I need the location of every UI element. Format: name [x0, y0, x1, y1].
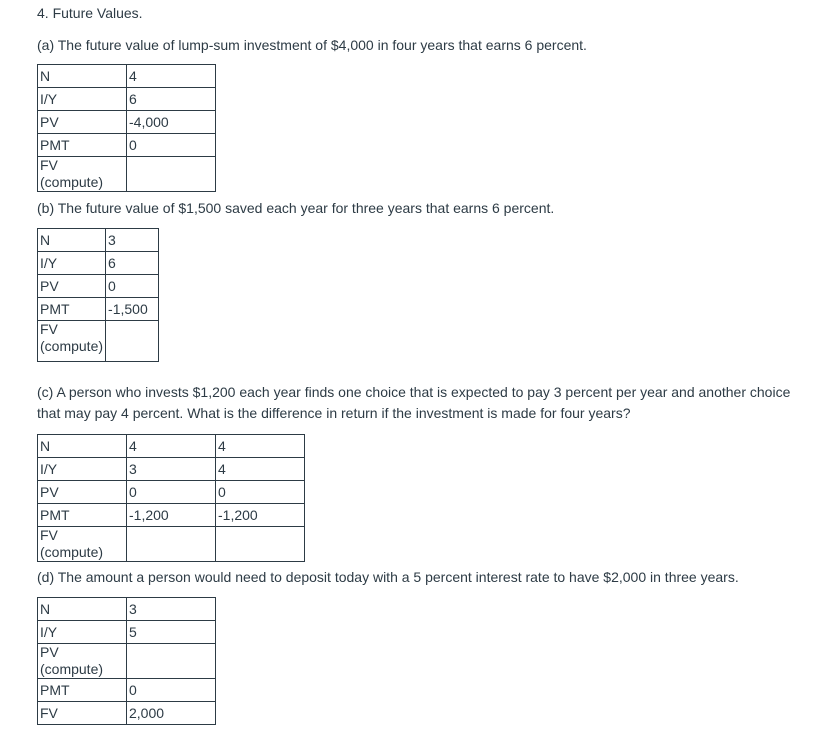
row-label: PV [38, 481, 127, 504]
row-label: FV [38, 702, 127, 725]
row-value-2[interactable]: 4 [216, 435, 305, 458]
row-label: I/Y [38, 621, 127, 644]
table-row [38, 65, 216, 88]
question-b: (b) The future value of $1,500 saved each year for three years that earns 6 percent. [37, 200, 555, 216]
row-value[interactable]: 0 [106, 275, 159, 298]
table-row [38, 134, 216, 157]
row-label: PMT [38, 298, 106, 321]
row-label: PV [38, 111, 127, 134]
row-value[interactable]: 4 [127, 65, 216, 88]
table-row [38, 275, 159, 298]
row-label: PMT [38, 134, 127, 157]
table-row [38, 679, 216, 702]
row-value[interactable]: 6 [127, 88, 216, 111]
question-d: (d) The amount a person would need to deposit today with a 5 percent interest rate to have $2,000 in three years. [37, 569, 739, 585]
row-value[interactable]: 3 [106, 229, 159, 252]
table-row [38, 598, 216, 621]
row-value[interactable]: 0 [127, 679, 216, 702]
row-label: FV (compute) [38, 321, 106, 362]
row-label: PV (compute) [38, 644, 127, 679]
table-row [38, 252, 159, 275]
row-value[interactable]: 2,000 [127, 702, 216, 725]
row-value-2[interactable]: 0 [216, 481, 305, 504]
answer-cell-2[interactable] [216, 527, 305, 562]
question-a: (a) The future value of lump-sum investment of $4,000 in four years that earns 6 percent. [37, 37, 587, 53]
table-c [37, 434, 305, 562]
row-label: FV (compute) [38, 527, 127, 562]
row-label: FV (compute) [38, 157, 127, 192]
row-label: PMT [38, 504, 127, 527]
row-value[interactable]: -4,000 [127, 111, 216, 134]
answer-cell[interactable] [127, 644, 216, 679]
row-label: PMT [38, 679, 127, 702]
table-row [38, 481, 305, 504]
table-row [38, 702, 216, 725]
table-row [38, 321, 159, 362]
heading: 4. Future Values. [37, 5, 143, 21]
row-value-2[interactable]: 4 [216, 458, 305, 481]
row-label: I/Y [38, 252, 106, 275]
table-row [38, 88, 216, 111]
row-value-1[interactable]: 4 [127, 435, 216, 458]
answer-cell[interactable] [127, 157, 216, 192]
row-label: N [38, 435, 127, 458]
table-a [37, 64, 216, 192]
row-label: I/Y [38, 458, 127, 481]
table-row [38, 229, 159, 252]
row-value-1[interactable]: 0 [127, 481, 216, 504]
row-label: N [38, 229, 106, 252]
table-d [37, 597, 216, 725]
row-label: N [38, 598, 127, 621]
row-value[interactable]: 0 [127, 134, 216, 157]
table-row [38, 435, 305, 458]
row-label: N [38, 65, 127, 88]
question-c: (c) A person who invests $1,200 each year finds one choice that is expected to pay 3 percent per year and another choice that may pay 4 percent. What is the difference in return if the investment is made for four years? [37, 384, 791, 421]
row-value[interactable]: 5 [127, 621, 216, 644]
answer-cell[interactable] [106, 321, 159, 362]
table-row [38, 157, 216, 192]
row-value-1[interactable]: 3 [127, 458, 216, 481]
row-value[interactable]: 6 [106, 252, 159, 275]
table-row [38, 527, 305, 562]
row-value[interactable]: -1,500 [106, 298, 159, 321]
table-row [38, 298, 159, 321]
table-row [38, 644, 216, 679]
row-value-2[interactable]: -1,200 [216, 504, 305, 527]
answer-cell-1[interactable] [127, 527, 216, 562]
row-value[interactable]: 3 [127, 598, 216, 621]
table-b [37, 228, 159, 362]
row-label: PV [38, 275, 106, 298]
table-row [38, 621, 216, 644]
table-row [38, 504, 305, 527]
table-row [38, 111, 216, 134]
row-label: I/Y [38, 88, 127, 111]
table-row [38, 458, 305, 481]
row-value-1[interactable]: -1,200 [127, 504, 216, 527]
